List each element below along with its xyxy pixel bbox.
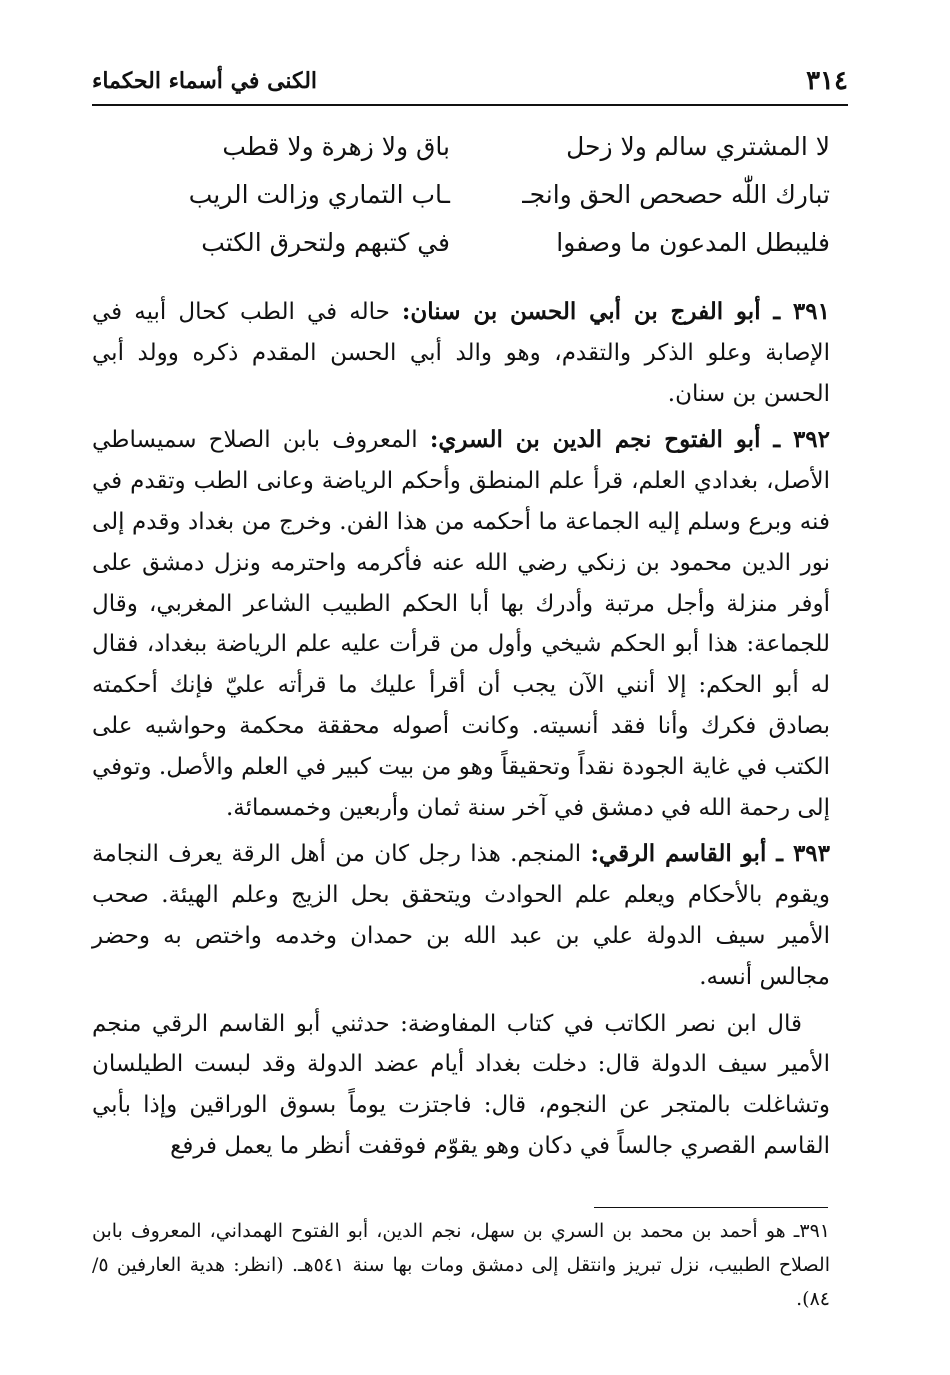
verse-first-hemistich: لا المشتري سالم ولا زحل <box>566 132 830 161</box>
verse-second-hemistich: ـاب التماري وزالت الريب <box>188 180 450 209</box>
poem <box>110 132 830 276</box>
verse-second-hemistich: في كتبهم ولتحرق الكتب <box>201 228 450 257</box>
entry-body: المعروف بابن الصلاح سميساطي الأصل، بغدادي العلم، قرأ علم المنطق وأحكم الرياضة وعانى الطب وتقدم في فنه وبرع وسلم إليه الجماعة ما أحكمه من هذا الفن. وخرج من بغداد وقدم إلى نور الدين محمود بن زنكي رضي الله عنه فأكرمه واحترمه ونزل دمشق على أوفر منزلة وأجل مرتبة وأدرك بها أبا الحكم الطبيب الشاعر المغربي، وقال للجماعة: هذا أبو الحكم شيخي وأول من قرأت عليه علم الرياضة ببغداد، فقال له أبو الحكم: إلا أنني الآن يجب أن أقرأ عليك ما قرأته عليّ فإنك أحكمته بصادق فكرك وأنا فقد أنسيته. وكانت أصوله محققة محكمة وحواشيه على الكتب في غاية الجودة نقداً وتحقيقاً وهو من بيت كبير في العلم والأصل. وتوفي إلى رحمة الله في دمشق في آخر سنة ثمان وأربعين وخمسمائة. <box>92 427 830 821</box>
entry-heading: ٣٩٣ ـ أبو القاسم الرقي: <box>590 840 830 868</box>
footnote-rule <box>594 1207 828 1208</box>
entry-391 <box>92 292 830 414</box>
footnote <box>92 1214 830 1316</box>
poem-verse <box>110 228 830 276</box>
poem-verse <box>110 132 830 180</box>
poem-verse <box>110 180 830 228</box>
page-number: ٣١٤ <box>806 66 848 96</box>
main-text <box>92 292 830 1173</box>
verse-first-hemistich: تبارك اللّٰه حصحص الحق وانجـ <box>522 180 830 209</box>
page-header <box>92 62 848 102</box>
footnote-text: ٣٩١ـ هو أحمد بن محمد بن السري بن سهل، نجم الدين، أبو الفتوح الهمداني، المعروف بابن الصلاح الطبيب، نزل تبريز وانتقل إلى دمشق ومات بها سنة ٥٤١هـ. (انظر: هدية العارفين ٥/ ٨٤). <box>92 1220 830 1310</box>
verse-first-hemistich: فليبطل المدعون ما وصفوا <box>556 228 830 257</box>
quote-paragraph: قال ابن نصر الكاتب في كتاب المفاوضة: حدثني أبو القاسم الرقي منجم الأمير سيف الدولة قال: دخلت بغداد أيام عضد الدولة وقد لبست الطيلسان وتشاغلت بالمتجر عن النجوم، قال: فاجتزت يوماً بسوق الوراقين وإذا بأبي القاسم القصري جالساً في دكان وهو يقوّم فوقفت أنظر ما يعمل فرفع <box>92 1010 830 1159</box>
entry-body: حاله في الطب كحال أبيه في الإصابة وعلو الذكر والتقدم، وهو والد أبي الحسن المقدم ذكره وولد أبي الحسن بن سنان. <box>92 299 830 407</box>
header-rule <box>92 104 848 106</box>
entry-heading: ٣٩٢ ـ أبو الفتوح نجم الدين بن السري: <box>429 426 831 454</box>
entry-393 <box>92 834 830 997</box>
running-title: الكنى في أسماء الحكماء <box>92 68 318 94</box>
entry-392 <box>92 420 830 828</box>
entry-heading: ٣٩١ ـ أبو الفرج بن أبي الحسن بن سنان: <box>401 298 830 325</box>
verse-second-hemistich: باق ولا زهرة ولا قطب <box>222 132 450 161</box>
entry-body: المنجم. هذا رجل كان من أهل الرقة يعرف النجامة ويقوم بالأحكام ويعلم علم الحوادث ويتحقق بحل الزيج وعلم الهيئة. صحب الأمير سيف الدولة علي بن عبد الله بن حمدان وخدمه واختص به وحضر مجالس أنسه. <box>92 841 830 990</box>
